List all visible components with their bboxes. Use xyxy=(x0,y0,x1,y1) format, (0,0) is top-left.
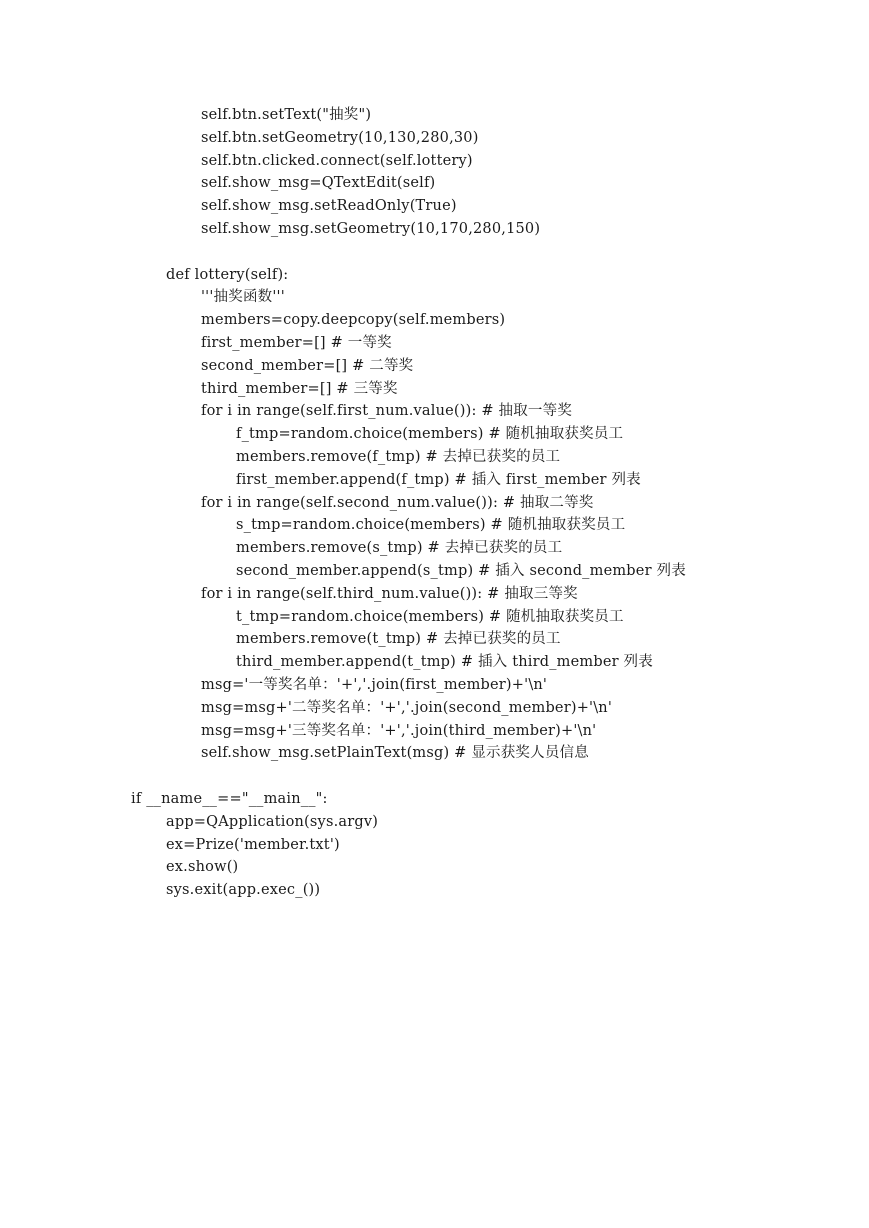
code-line: for i in range(self.second_num.value()): # 抽取二等奖 xyxy=(201,494,594,511)
code-line: msg=msg+'三等奖名单：'+','.join(third_member)+'\n' xyxy=(201,722,597,739)
code-line: members.remove(t_tmp) # 去掉已获奖的员工 xyxy=(236,631,561,648)
code-line: third_member.append(t_tmp) # 插入 third_member 列表 xyxy=(236,654,653,671)
code-line: self.btn.setGeometry(10,130,280,30) xyxy=(201,129,479,146)
code-line: self.btn.clicked.connect(self.lottery) xyxy=(201,152,473,169)
code-line: if __name__=="__main__": xyxy=(131,790,328,807)
code-line: for i in range(self.first_num.value()): # 抽取一等奖 xyxy=(201,403,573,420)
code-line: second_member.append(s_tmp) # 插入 second_member 列表 xyxy=(236,562,686,579)
code-line: '''抽奖函数''' xyxy=(201,289,285,306)
code-line: third_member=[] # 三等奖 xyxy=(201,380,398,397)
code-line: t_tmp=random.choice(members) # 随机抽取获奖员工 xyxy=(236,608,624,625)
code-line: members.remove(s_tmp) # 去掉已获奖的员工 xyxy=(236,540,563,557)
code-line: ex.show() xyxy=(166,859,239,876)
code-line: self.btn.setText("抽奖") xyxy=(201,107,372,123)
code-line: def lottery(self): xyxy=(166,266,289,283)
code-line: first_member.append(f_tmp) # 插入 first_member 列表 xyxy=(236,471,641,488)
code-line: members=copy.deepcopy(self.members) xyxy=(201,312,506,329)
code-listing xyxy=(0,104,686,902)
code-line: s_tmp=random.choice(members) # 随机抽取获奖员工 xyxy=(236,517,626,534)
code-line: ex=Prize('member.txt') xyxy=(166,836,340,853)
code-line: sys.exit(app.exec_()) xyxy=(166,882,321,899)
code-line: members.remove(f_tmp) # 去掉已获奖的员工 xyxy=(236,448,561,465)
code-line: for i in range(self.third_num.value()): # 抽取三等奖 xyxy=(201,585,578,602)
code-line: self.show_msg.setPlainText(msg) # 显示获奖人员信息 xyxy=(201,745,589,762)
code-line: app=QApplication(sys.argv) xyxy=(166,813,379,830)
code-line: self.show_msg.setGeometry(10,170,280,150) xyxy=(201,220,541,237)
code-line: first_member=[] # 一等奖 xyxy=(201,334,392,351)
code-line: msg='一等奖名单：'+','.join(first_member)+'\n' xyxy=(201,676,548,693)
code-line: msg=msg+'二等奖名单：'+','.join(second_member)+'\n' xyxy=(201,699,613,716)
code-line: f_tmp=random.choice(members) # 随机抽取获奖员工 xyxy=(236,426,624,443)
code-line: self.show_msg=QTextEdit(self) xyxy=(201,175,436,192)
blank-line xyxy=(0,765,686,788)
blank-line xyxy=(0,241,686,264)
code-line: self.show_msg.setReadOnly(True) xyxy=(201,198,457,215)
code-line: second_member=[] # 二等奖 xyxy=(201,357,414,374)
